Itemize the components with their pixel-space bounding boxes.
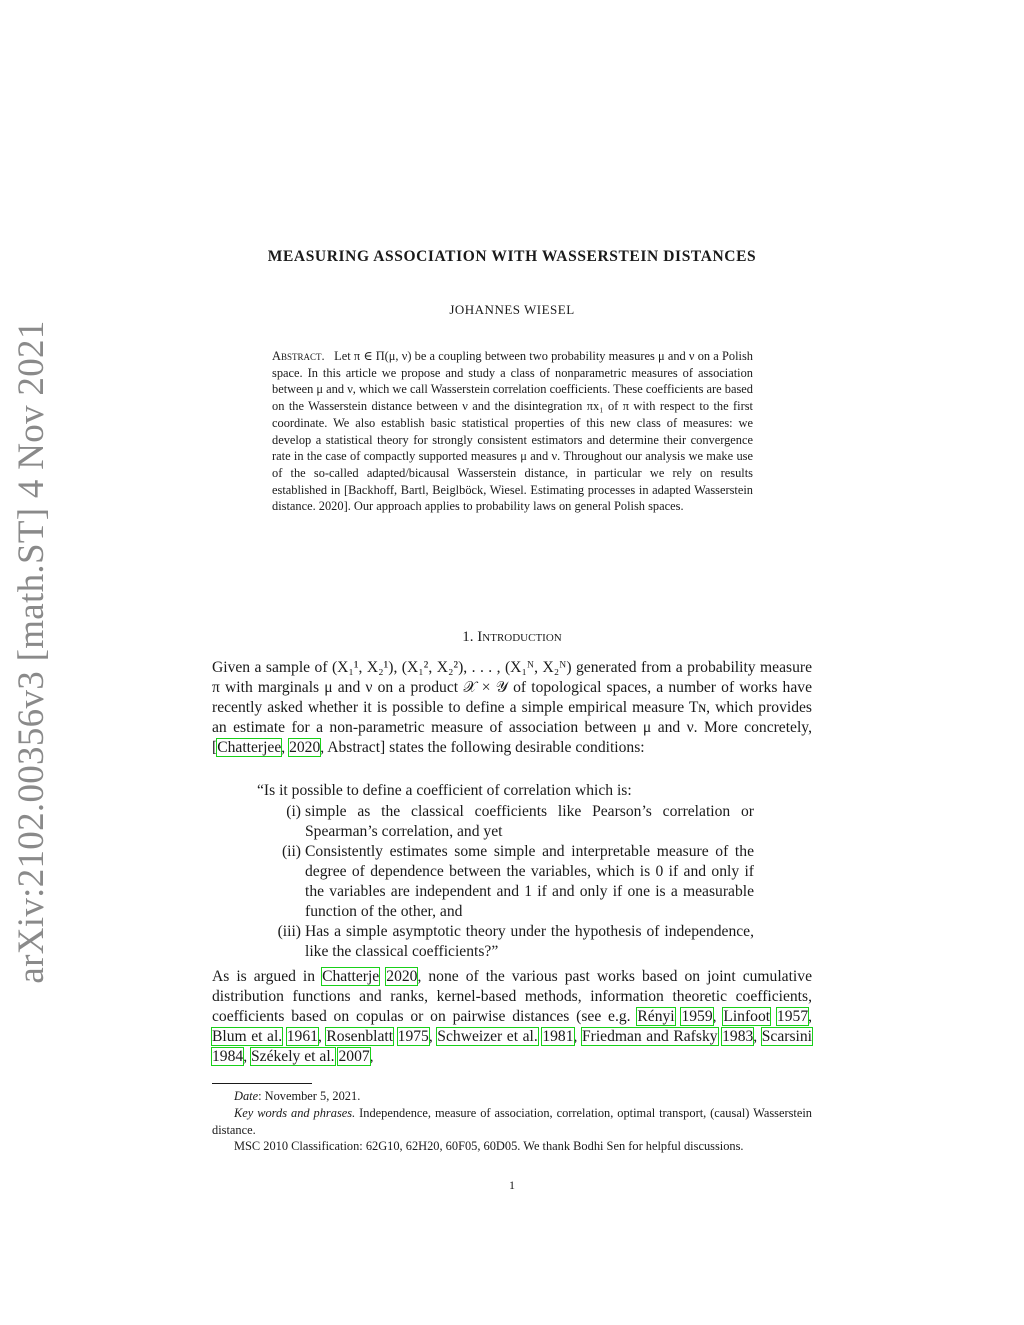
paper-title: MEASURING ASSOCIATION WITH WASSERSTEIN DISTANCES: [267, 248, 757, 265]
intro-sep: ,: [281, 739, 290, 757]
citation-link[interactable]: Schweizer et al.: [437, 1028, 538, 1046]
quote-item-text: Has a simple asymptotic theory under the hypothesis of independence, like the classical coefficients?”: [305, 923, 754, 961]
citation-link[interactable]: Friedman and Rafsky: [581, 1028, 718, 1046]
quote-item-number: (i): [286, 803, 301, 820]
arxiv-sidebar-identifier: arXiv:2102.00356v3 [math.ST] 4 Nov 2021: [11, 320, 52, 984]
citation-link[interactable]: Linfoot: [723, 1008, 771, 1026]
page-number: 1: [509, 1178, 515, 1192]
footnote-keywords-text: Independence, measure of association, correlation, optimal transport, (causal) Wasserstein distance.: [212, 1106, 812, 1137]
citation-link[interactable]: Scarsini: [761, 1028, 812, 1046]
citation-year-link[interactable]: 2020: [289, 739, 321, 757]
citation-link[interactable]: Chatterjee: [217, 739, 282, 757]
citation-year-link[interactable]: 1961: [286, 1028, 318, 1046]
quote-item-number: (iii): [277, 923, 301, 940]
quote-item: [257, 802, 754, 842]
citation-year-link[interactable]: 1981: [542, 1028, 574, 1046]
intro-paragraph: [212, 658, 812, 758]
text: , none of the various past works based on joint cumulative distribution functions and ranks, kernel-based methods, information theoretic coefficients, coefficients based on copulas or on pairwise distances (see e.g.: [212, 968, 812, 1026]
section-heading: [0, 629, 1024, 646]
abstract-label: Abstract.: [272, 349, 325, 363]
citation-link[interactable]: Blum et al.: [212, 1028, 283, 1046]
paper-author: JOHANNES WIESEL: [449, 302, 575, 317]
section-number: 1.: [462, 629, 474, 645]
citation-link[interactable]: Székely et al.: [250, 1048, 335, 1066]
intro-text-2: , Abstract] states the following desirable conditions:: [320, 739, 645, 757]
citation-year-link[interactable]: 1983: [722, 1028, 754, 1046]
footnote-date-text: : November 5, 2021.: [258, 1089, 361, 1103]
citation-year-link[interactable]: 2007: [338, 1048, 370, 1066]
text: As is argued in: [212, 968, 323, 985]
abstract: [272, 348, 753, 515]
citation-link[interactable]: Rényi: [637, 1008, 675, 1026]
footnote-date-label: Date: [234, 1089, 259, 1103]
citation-year-link[interactable]: 1957: [776, 1008, 809, 1026]
citation-year-link[interactable]: 1975: [397, 1028, 429, 1046]
citation-year-link[interactable]: 1959: [681, 1008, 713, 1026]
discussion-paragraph: As is argued in Chatterje 2020, none of the various past works based on joint cumulative distribution functions and ranks, kernel-based methods, information theoretic coefficients, coefficients based on copulas or on pairwise distances (see e.g. Rényi 1959, Linfoot 1957, Blum et al. 1961, Rosenblatt 1975, Schweizer et al. 1981, Friedman and Rafsky 1983, Scarsini 1984, Székely et al. 2007,: [212, 968, 813, 1066]
citation-year-link[interactable]: 2020: [386, 968, 418, 985]
citation-link[interactable]: Chatterje: [322, 968, 380, 985]
footnote-date: [212, 1088, 812, 1105]
quote-item: [257, 922, 754, 962]
section-title: Introduction: [477, 629, 562, 645]
quote-item-number: (ii): [281, 843, 301, 860]
citation-link[interactable]: Rosenblatt: [326, 1028, 394, 1046]
quote-item: [257, 842, 754, 922]
footnote-msc: MSC 2010 Classification: 62G10, 62H20, 60F05, 60D05. We thank Bodhi Sen for helpful discussions.: [234, 1139, 744, 1153]
footnote-rule: [212, 1083, 312, 1084]
citation-year-link[interactable]: 1984: [212, 1048, 244, 1066]
footnote-keywords-label: Key words and phrases.: [234, 1106, 356, 1120]
quote-item-text: simple as the classical coefficients like Pearson’s correlation or Spearman’s correlation, and yet: [305, 803, 754, 841]
footnote-keywords: [212, 1105, 812, 1138]
quote-intro: “Is it possible to define a coefficient of correlation which is:: [257, 782, 632, 799]
intro-text-1: Given a sample of (X₁¹, X₂¹), (X₁², X₂²), . . . , (X₁ᴺ, X₂ᴺ) generated from a probability measure π with marginals μ and ν on a product 𝒳 × 𝒴 of topological spaces, a number of works have recently asked whether it is possible to define a simple empirical measure Tɴ, which provides an estimate for a non-parametric measure of association between μ and ν. More concretely, [: [212, 659, 812, 757]
quote-item-text: Consistently estimates some simple and interpretable measure of the degree of dependence between the variables, which is 0 if and only if the variables are independent and 1 if and only if one is a measurable function of the other, and: [305, 843, 754, 921]
abstract-text: Let π ∈ Π(μ, ν) be a coupling between two probability measures μ and ν on a Polish space. In this article we propose and study a class of nonparametric measures of association between μ and ν, which we call Wasserstein correlation coefficients. These coefficients are based on the Wasserstein distance between ν and the disintegration πx₁ of π with respect to the first coordinate. We also establish basic statistical properties of this new class of measures: we develop a statistical theory for strongly consistent estimators and determine their convergence rate in the case of compactly supported measures μ and ν. Throughout our analysis we make use of the so-called adapted/bicausal Wasserstein distance, in particular we rely on results established in [Backhoff, Bartl, Beiglböck, Wiesel. Estimating processes in adapted Wasserstein distance. 2020]. Our approach applies to probability laws on general Polish spaces.: [272, 349, 753, 514]
